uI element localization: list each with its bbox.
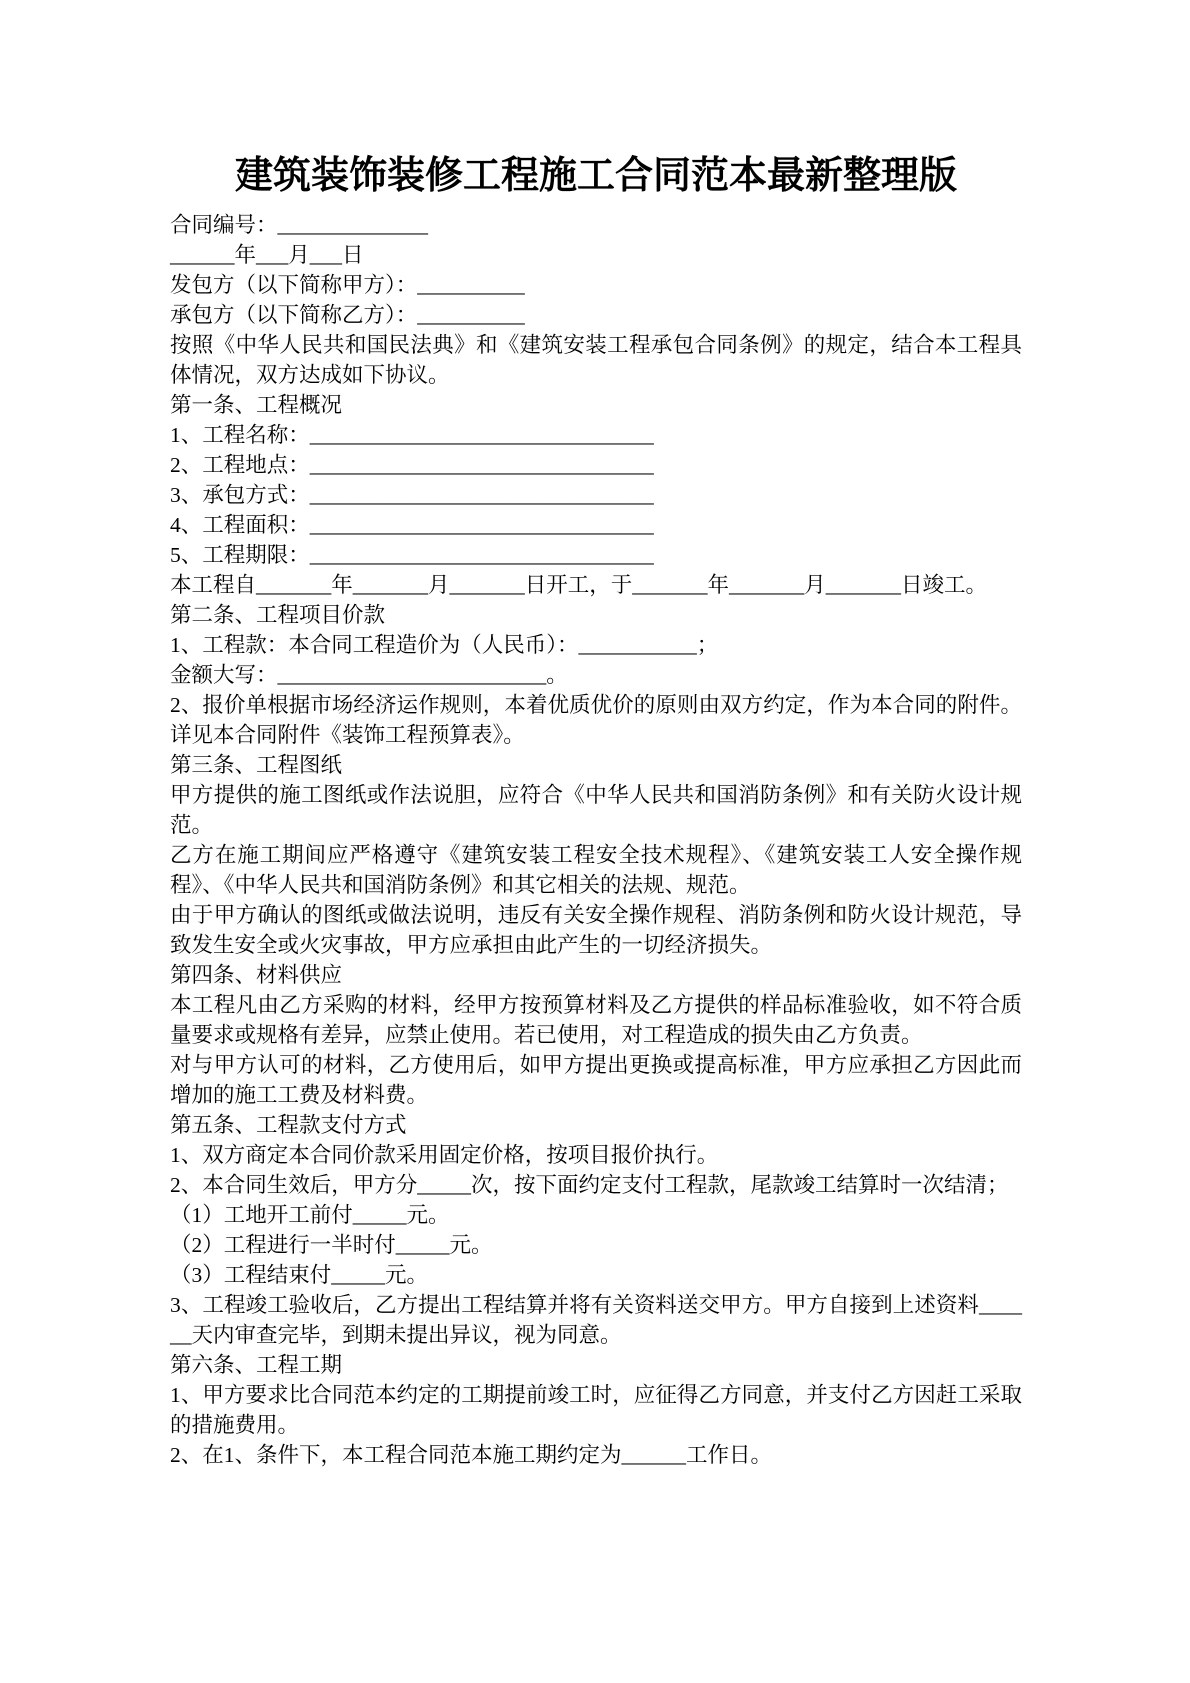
contract-paragraph: 2、本合同生效后，甲方分_____次，按下面约定支付工程款，尾款竣工结算时一次结清； — [170, 1173, 1009, 1197]
contract-paragraph: 金额大写：_________________________。 — [170, 663, 568, 687]
contract-paragraph: 第一条、工程概况 — [170, 393, 343, 417]
document-body — [170, 210, 1022, 1470]
contract-paragraph: 对与甲方认可的材料，乙方使用后，如甲方提出更换或提高标准，甲方应承担乙方因此而增加的施工工费及材料费。 — [170, 1053, 1022, 1107]
contract-paragraph: 第六条、工程工期 — [170, 1353, 343, 1377]
contract-paragraph: 2、在1、条件下，本工程合同范本施工期约定为______工作日。 — [170, 1443, 773, 1467]
contract-paragraph: 2、报价单根据市场经济运作规则，本着优质优价的原则由双方约定，作为本合同的附件。详见本合同附件《装饰工程预算表》。 — [170, 693, 1022, 747]
contract-paragraph: 1、工程款：本合同工程造价为（人民币）：___________； — [170, 633, 719, 657]
contract-paragraph: 第五条、工程款支付方式 — [170, 1113, 407, 1137]
contract-paragraph: 1、工程名称：________________________________ — [170, 423, 654, 447]
contract-paragraph: 本工程凡由乙方采购的材料，经甲方按预算材料及乙方提供的样品标准验收，如不符合质量要求或规格有差异，应禁止使用。若已使用，对工程造成的损失由乙方负责。 — [170, 993, 1022, 1047]
contract-paragraph: 由于甲方确认的图纸或做法说明，违反有关安全操作规程、消防条例和防火设计规范，导致发生安全或火灾事故，甲方应承担由此产生的一切经济损失。 — [170, 903, 1022, 957]
contract-paragraph: ______年___月___日 — [170, 243, 364, 267]
contract-paragraph: 1、双方商定本合同价款采用固定价格，按项目报价执行。 — [170, 1143, 719, 1167]
contract-paragraph: 本工程自_______年_______月_______日开工，于_______年_______月_______日竣工。 — [170, 573, 988, 597]
contract-paragraph: 第三条、工程图纸 — [170, 753, 343, 777]
contract-paragraph: 4、工程面积：________________________________ — [170, 513, 654, 537]
contract-paragraph: 第四条、材料供应 — [170, 963, 343, 987]
contract-paragraph: 2、工程地点：________________________________ — [170, 453, 654, 477]
contract-paragraph: 第二条、工程项目价款 — [170, 603, 386, 627]
contract-paragraph: 甲方提供的施工图纸或作法说胆，应符合《中华人民共和国消防条例》和有关防火设计规范。 — [170, 783, 1022, 837]
contract-paragraph: 3、承包方式：________________________________ — [170, 483, 654, 507]
contract-paragraph: 发包方（以下简称甲方）：__________ — [170, 273, 525, 297]
document-title: 建筑装饰装修工程施工合同范本最新整理版 — [234, 155, 957, 197]
contract-paragraph: 承包方（以下简称乙方）：__________ — [170, 303, 525, 327]
contract-paragraph: 乙方在施工期间应严格遵守《建筑安装工程安全技术规程》、《建筑安装工人安全操作规程》、《中华人民共和国消防条例》和其它相关的法规、规范。 — [170, 843, 1022, 897]
contract-paragraph: 按照《中华人民共和国民法典》和《建筑安装工程承包合同条例》的规定，结合本工程具体情况，双方达成如下协议。 — [170, 333, 1022, 387]
contract-paragraph: 3、工程竣工验收后，乙方提出工程结算并将有关资料送交甲方。甲方自接到上述资料______天内审查完毕，到期未提出异议，视为同意。 — [170, 1293, 1022, 1347]
contract-paragraph: 1、甲方要求比合同范本约定的工期提前竣工时，应征得乙方同意，并支付乙方因赶工采取的措施费用。 — [170, 1383, 1022, 1437]
contract-paragraph: （1）工地开工前付_____元。 — [170, 1203, 450, 1227]
contract-paragraph: （2）工程进行一半时付_____元。 — [170, 1233, 493, 1257]
contract-paragraph: 5、工程期限：________________________________ — [170, 543, 654, 567]
contract-paragraph: 合同编号：______________ — [170, 213, 429, 237]
contract-paragraph: （3）工程结束付_____元。 — [170, 1263, 429, 1287]
